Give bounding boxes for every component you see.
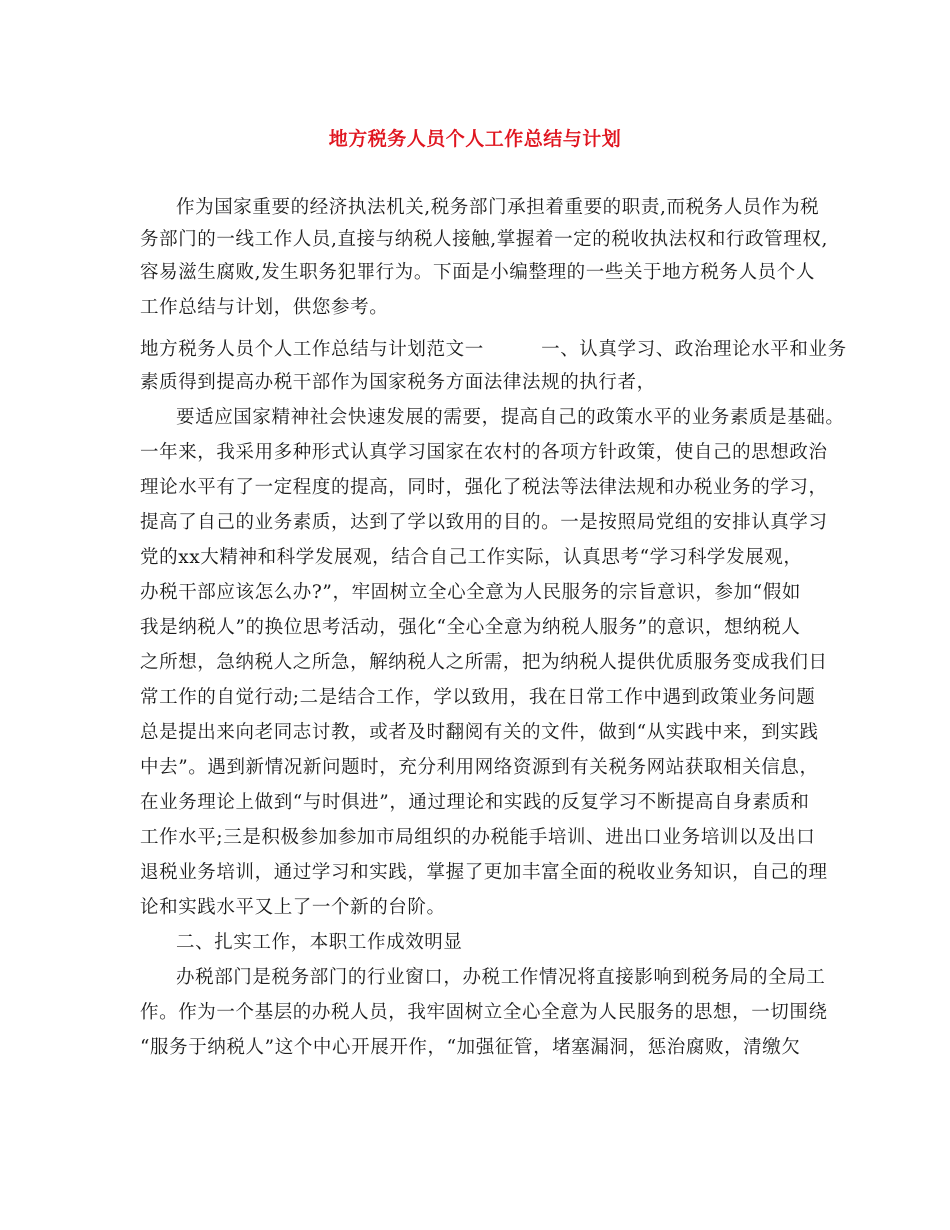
- paragraph-line: 办税干部应该怎么办?”，牢固树立全心全意为人民服务的宗旨意识，参加“假如: [140, 582, 801, 603]
- section-heading: 二、扎实工作，本职工作成效明显: [176, 932, 463, 953]
- paragraph-line: 在业务理论上做到“与时俱进”，通过理论和实践的反复学习不断提高自身素质和: [140, 792, 810, 813]
- document-title: 地方税务人员个人工作总结与计划: [328, 128, 622, 150]
- paragraph-line: 要适应国家精神社会快速发展的需要，提高自己的政策水平的业务素质是基础。: [176, 407, 845, 428]
- paragraph-line: 办税部门是税务部门的行业窗口，办税工作情况将直接影响到税务局的全局工: [176, 967, 826, 988]
- paragraph-line: 地方税务人员个人工作总结与计划范文一 一、认真学习、政治理论水平和业务: [140, 339, 847, 360]
- paragraph-line: 中去”。遇到新情况新问题时，充分利用网络资源到有关税务网站获取相关信息，: [140, 757, 819, 778]
- paragraph-line: 容易滋生腐败,发生职务犯罪行为。下面是小编整理的一些关于地方税务人员个人: [140, 262, 815, 283]
- paragraph-line: 一年来，我采用多种形式认真学习国家在农村的各项方针政策，使自己的思想政治: [140, 442, 828, 463]
- paragraph-line: 论和实践水平又上了一个新的台阶。: [140, 897, 446, 918]
- paragraph-line: 提高了自己的业务素质，达到了学以致用的目的。一是按照局党组的安排认真学习: [140, 512, 828, 533]
- paragraph-line: 作为国家重要的经济执法机关,税务部门承担着重要的职责,而税务人员作为税: [176, 197, 820, 218]
- paragraph-line: 总是提出来向老同志讨教，或者及时翻阅有关的文件，做到“从实践中来，到实践: [140, 722, 819, 743]
- paragraph-line: 工作总结与计划，供您参考。: [140, 297, 389, 318]
- paragraph-line: 理论水平有了一定程度的提高，同时，强化了税法等法律法规和办税业务的学习，: [140, 477, 828, 498]
- paragraph-line: 务部门的一线工作人员,直接与纳税人接触,掌握着一定的税收执法权和行政管理权,: [140, 229, 828, 250]
- paragraph-line: “服务于纳税人”这个中心开展开作，“加强征管，堵塞漏洞，惩治腐败，清缴欠: [140, 1037, 801, 1058]
- paragraph-line: 素质得到提高办税干部作为国家税务方面法律法规的执行者，: [140, 372, 656, 393]
- paragraph-line: 之所想，急纳税人之所急，解纳税人之所需，把为纳税人提供优质服务变成我们日: [140, 652, 828, 673]
- paragraph-line: 退税业务培训，通过学习和实践，掌握了更加丰富全面的税收业务知识，自己的理: [140, 862, 828, 883]
- paragraph-line: 我是纳税人”的换位思考活动，强化“全心全意为纳税人服务”的意识，想纳税人: [140, 617, 801, 638]
- paragraph-line: 作。作为一个基层的办税人员，我牢固树立全心全意为人民服务的思想，一切围绕: [140, 1002, 828, 1023]
- paragraph-line: 党的xx大精神和科学发展观，结合自己工作实际，认真思考“学习科学发展观，: [140, 547, 803, 568]
- paragraph-line: 工作水平;三是积极参加参加市局组织的办税能手培训、进出口业务培训以及出口: [140, 827, 816, 848]
- paragraph-line: 常工作的自觉行动;二是结合工作，学以致用，我在日常工作中遇到政策业务问题: [140, 687, 816, 708]
